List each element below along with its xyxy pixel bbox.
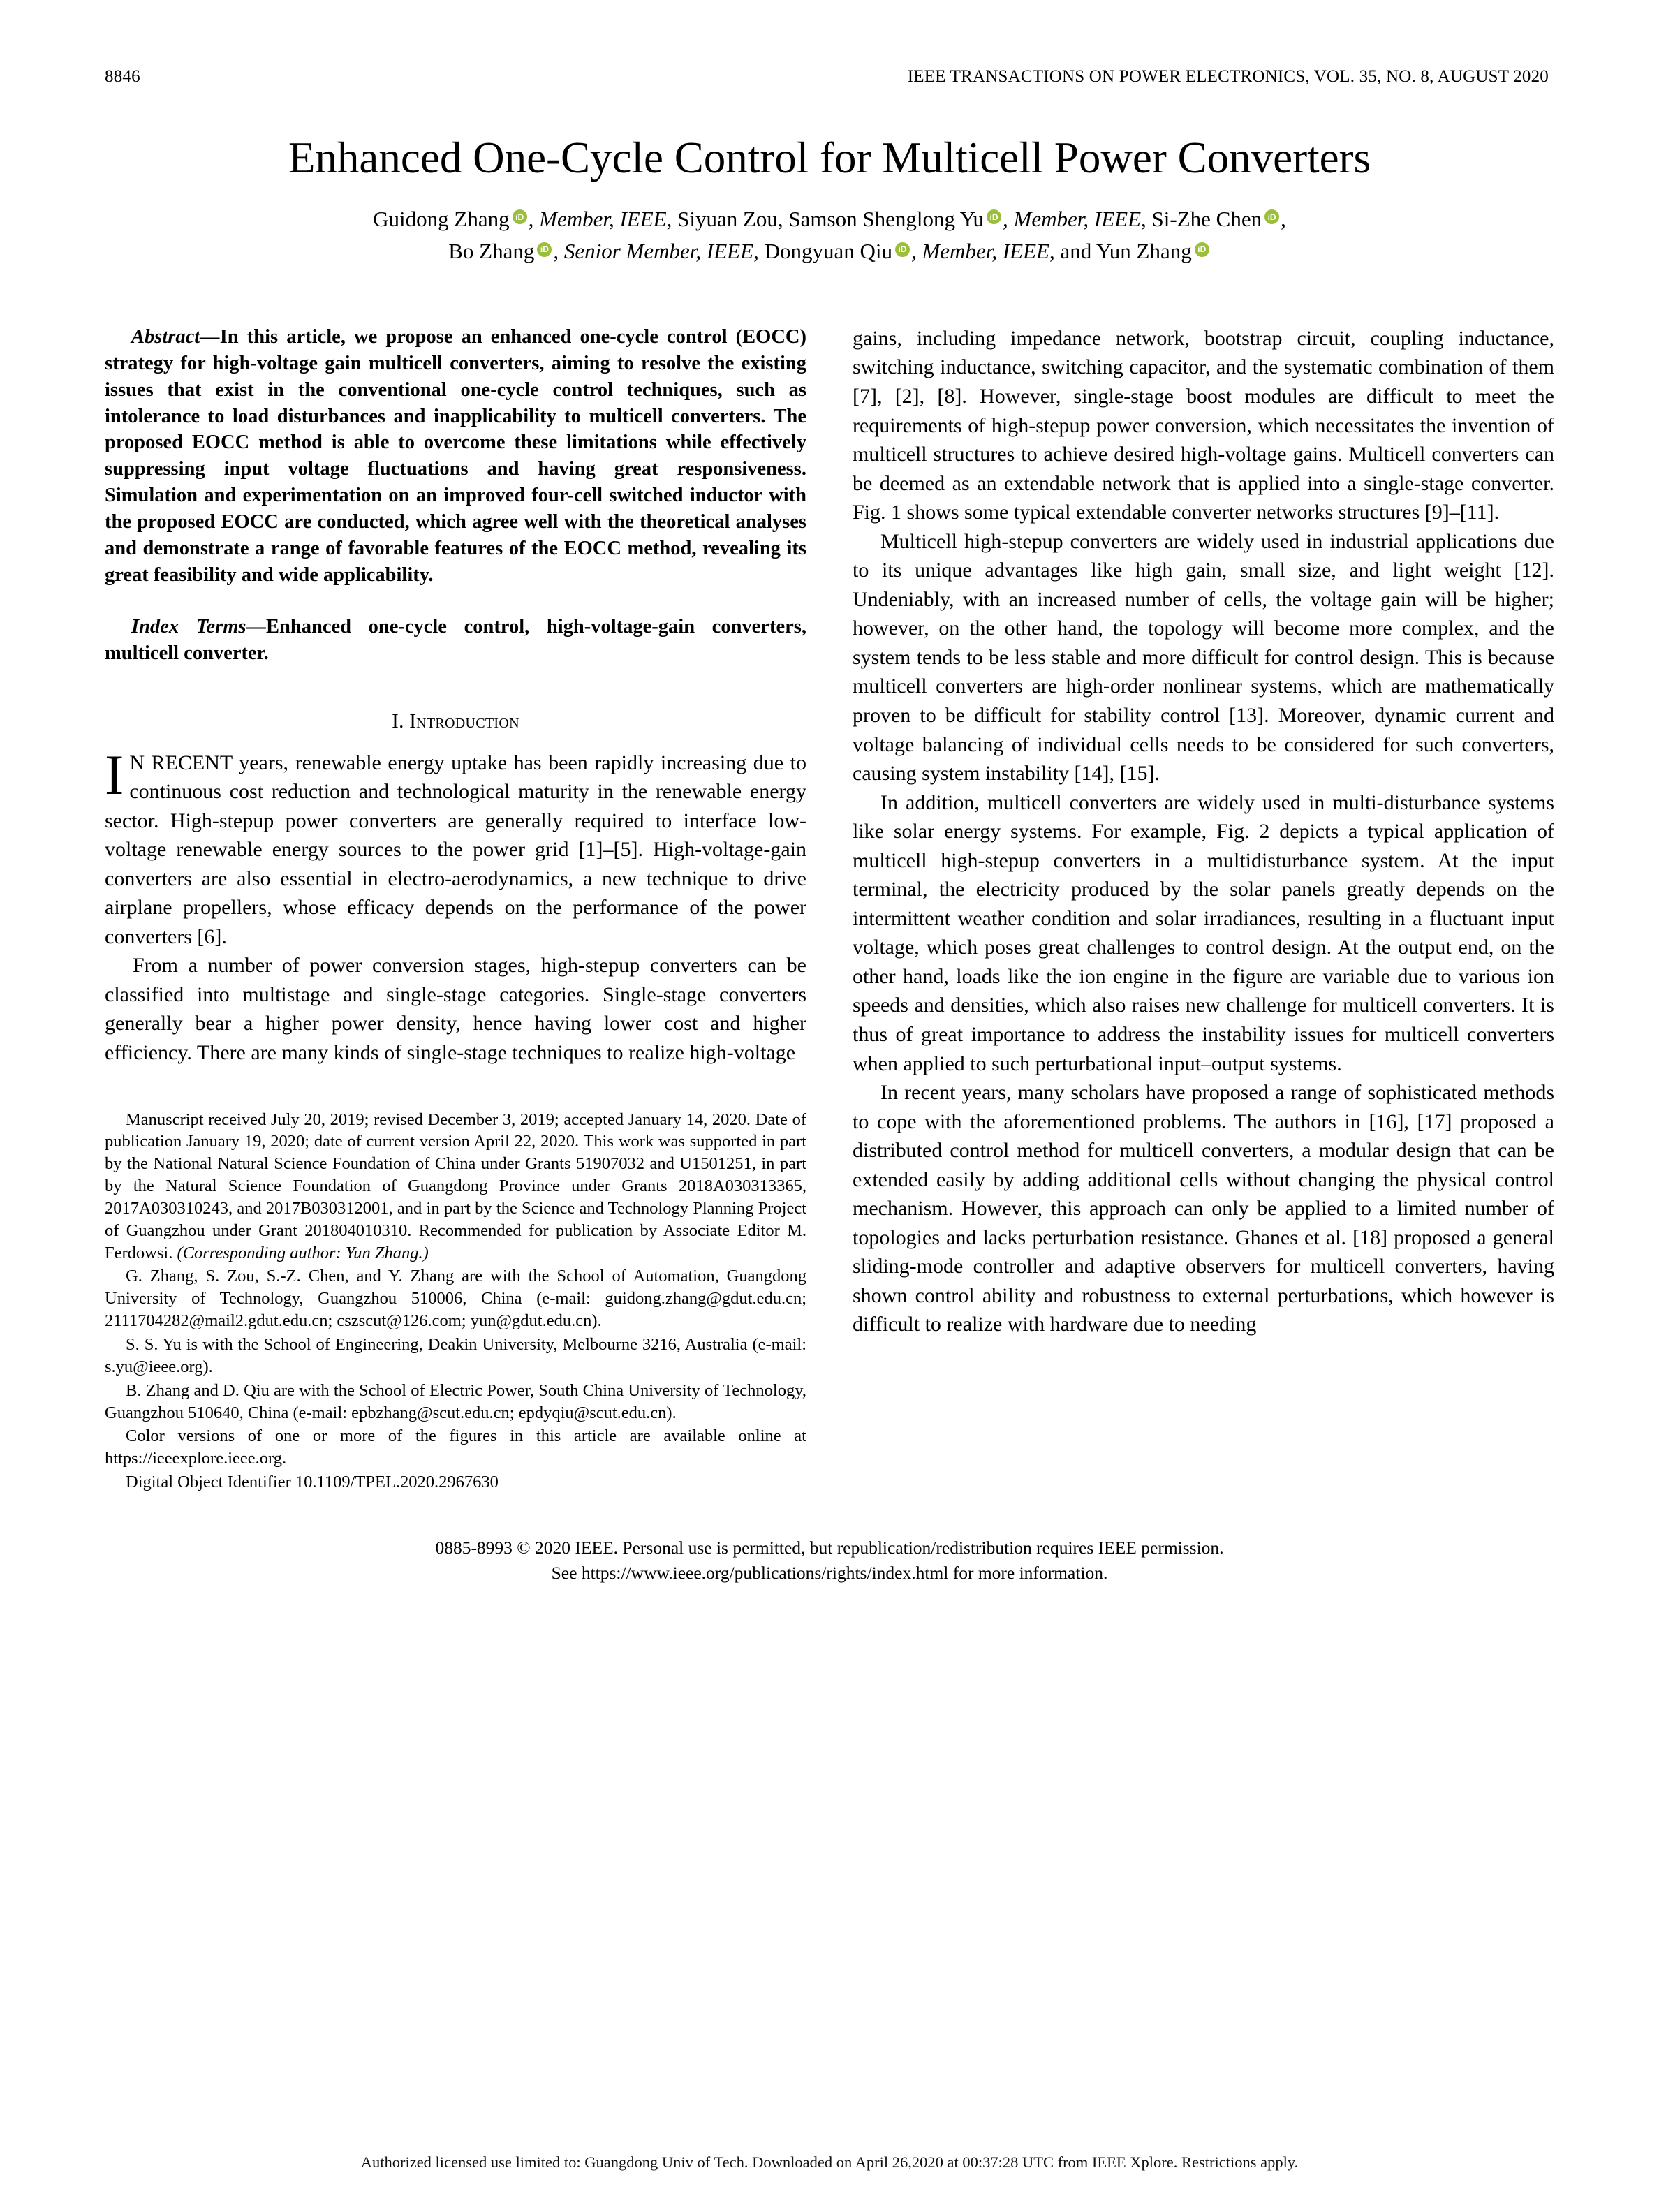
author-list xyxy=(166,203,1493,268)
orcid-icon[interactable] xyxy=(895,242,910,257)
author-siyuan-zou-samson-yu: , Siyuan Zou, Samson Shenglong Yu xyxy=(666,206,985,231)
author-membership-2: , Member, IEEE xyxy=(1003,206,1142,231)
abstract xyxy=(105,324,806,589)
two-column-body xyxy=(105,324,1554,1495)
copyright-notice xyxy=(105,1535,1554,1585)
author-membership-1: , Member, IEEE xyxy=(528,206,667,231)
authorized-use-notice: Authorized licensed use limited to: Guangdong Univ of Tech. Downloaded on April 26,2020 at 00:37:28 UTC from IEEE Xplore. Restrictions apply. xyxy=(360,2153,1299,2171)
section-heading-introduction xyxy=(105,710,806,733)
section-number: I. xyxy=(392,709,404,732)
running-head xyxy=(105,67,1554,87)
copyright-line-2: See https://www.ieee.org/publications/rights/index.html for more information. xyxy=(551,1562,1108,1583)
footnote-color-versions: Color versions of one or more of the figures in this article are available online at https://ieeexplore.ieee.org. xyxy=(105,1426,806,1468)
index-terms-lead: Index Terms— xyxy=(131,615,267,637)
author-membership-3: , Senior Member, IEEE xyxy=(553,239,754,264)
footnote-doi: Digital Object Identifier 10.1109/TPEL.2020.2967630 xyxy=(126,1473,499,1492)
index-terms-text: Enhanced one-cycle control, high-voltage-gain converters, multicell converter. xyxy=(105,615,806,664)
orcid-icon[interactable] xyxy=(513,209,527,224)
orcid-icon[interactable] xyxy=(1264,209,1279,224)
index-terms xyxy=(105,614,806,667)
orcid-icon[interactable] xyxy=(987,209,1001,224)
body-paragraph-3: gains, including impedance network, bootstrap circuit, coupling inductance, switching inductance, switching capacitor, and the systematic combination of them [7], [2], [8]. However, single-stage boost modules are difficult to meet the requirements of high-stepup power conversion, which necessitates the invention of multicell structures to achieve desired high-voltage gains. Multicell converters can be deemed as an extendable network that is applied into a single-stage converter. Fig. 1 shows some typical extendable converter networks structures [9]–[11]. xyxy=(853,326,1554,524)
footnote-corresponding-author: (Corresponding author: Yun Zhang.) xyxy=(177,1243,429,1262)
author-bo-zhang: Bo Zhang xyxy=(448,239,535,264)
author-line-2 xyxy=(166,235,1493,268)
author-yun-zhang: , and Yun Zhang xyxy=(1049,239,1192,264)
author-guidong-zhang: Guidong Zhang xyxy=(373,206,510,231)
left-column xyxy=(105,324,806,1495)
intro-paragraph-1 xyxy=(105,742,806,952)
body-paragraph-6: In recent years, many scholars have proposed a range of sophisticated methods to cope with the aforementioned problems. The authors in [16], [17] proposed a distributed control method for multicell converters, a modular design that can be extended easily by adding additional cells without changing the physical control mechanism. However, this approach can only be applied to a limited number of topologies and lacks perturbation resistance. Ghanes et al. [18] proposed a general sliding-mode controller and adaptive observers for multicell converters, having shown control ability and robustness to external perturbations, which however is difficult to realize with hardware due to needing xyxy=(853,1081,1554,1336)
page-number: 8846 xyxy=(105,67,140,86)
footnote-block xyxy=(105,1109,806,1494)
footnote-affiliation-2: S. S. Yu is with the School of Engineering, Deakin University, Melbourne 3216, Australia (e-mail: s.yu@ieee.org). xyxy=(105,1335,806,1376)
section-title: Introduction xyxy=(409,709,519,732)
journal-reference: IEEE TRANSACTIONS ON POWER ELECTRONICS, VOL. 35, NO. 8, AUGUST 2020 xyxy=(907,67,1549,86)
footnote-affiliation-3: B. Zhang and D. Qiu are with the School of Electric Power, South China University of Technology, Guangzhou 510640, China (e-mail: epbzhang@scut.edu.cn; epdyqiu@scut.edu.cn). xyxy=(105,1380,806,1422)
page-title: Enhanced One-Cycle Control for Multicell Power Converters xyxy=(288,133,1371,182)
body-paragraph-5: In addition, multicell converters are widely used in multi-disturbance systems like solar energy systems. For example, Fig. 2 depicts a typical application of multicell high-stepup converters in a multidisturbance system. At the input terminal, the electricity produced by the solar panels greatly depends on the intermittent weather condition and solar irradiances, resulting in a fluctuant input voltage, which poses great challenges to control design. At the output end, on the other hand, loads like the ion engine in the figure are variable due to various ion speeds and densities, which also raises new challenge for multicell converters. It is thus of great importance to address the instability issues for multicell converters when applied to such perturbational input–output systems. xyxy=(853,790,1554,1075)
right-column xyxy=(853,324,1554,1495)
footnote-manuscript xyxy=(105,1109,806,1264)
orcid-icon[interactable] xyxy=(1195,242,1209,257)
intro-paragraph-2: From a number of power conversion stages, high-stepup converters can be classified into multistage and single-stage categories. Single-stage converters generally bear a higher power density, hence having lower cost and higher efficiency. There are many kinds of single-stage techniques to realize high-voltage xyxy=(105,954,806,1065)
author-line1-comma: , xyxy=(1281,206,1286,231)
orcid-icon[interactable] xyxy=(537,242,552,257)
author-sizhe-chen: , Si-Zhe Chen xyxy=(1141,206,1262,231)
drop-cap: I xyxy=(105,742,124,806)
author-line-1 xyxy=(166,203,1493,236)
footnote-affiliation-1: G. Zhang, S. Zou, S.-Z. Chen, and Y. Zhang are with the School of Automation, Guangdong University of Technology, Guangzhou 510006, China (e-mail: guidong.zhang@gdut.edu.cn; 2111704282@mail2.gdut.edu.cn; cszscut@126.com; yun@gdut.edu.cn). xyxy=(105,1267,806,1331)
abstract-lead: Abstract— xyxy=(131,325,220,348)
intro-paragraph-1-text: N RECENT years, renewable energy uptake has been rapidly increasing due to continuous cost reduction and technological maturity in the renewable energy sector. High-stepup power converters are generally required to interface low-voltage renewable energy sources to the power grid [1]–[5]. High-voltage-gain converters are also essential in electro-aerodynamics, a new technique to drive airplane propellers, whose efficacy depends on the performance of the power converters [6]. xyxy=(105,751,806,948)
footnote-manuscript-text: Manuscript received July 20, 2019; revised December 3, 2019; accepted January 14, 2020. Date of publication January 19, 2020; date of current version April 22, 2020. This work was supported in part by the National Natural Science Foundation of China under Grants 51907032 and U1501251, in part by the Natural Science Foundation of Guangdong Province under Grants 2018A030313365, 2017A030310243, and 2017B030312001, and in part by the Science and Technology Planning Project of Guangzhou under Grant 201804010310. Recommended for publication by Associate Editor M. Ferdowsi. xyxy=(105,1109,806,1262)
copyright-line-1: 0885-8993 © 2020 IEEE. Personal use is permitted, but republication/redistribution requires IEEE permission. xyxy=(435,1537,1224,1558)
body-paragraph-4: Multicell high-stepup converters are widely used in industrial applications due to its unique advantages like high gain, small size, and light weight [12]. Undeniably, with an increased number of cells, the voltage gain will be higher; however, on the other hand, the topology will become more complex, and the system tends to be less stable and more difficult for control design. This is because multicell converters are high-order nonlinear systems, which are mathematically proven to be difficult for stability control [13]. Moreover, dynamic current and voltage balancing of individual cells needs to be considered for such converters, causing system instability [14], [15]. xyxy=(853,529,1554,786)
author-membership-4: , Member, IEEE xyxy=(910,239,1049,264)
author-dongyuan-qiu: , Dongyuan Qiu xyxy=(753,239,892,264)
abstract-text: In this article, we propose an enhanced one-cycle control (EOCC) strategy for high-voltage gain multicell converters, aiming to resolve the existing issues that exist in the conventional one-cycle control techniques, such as intolerance to load disturbances and inapplicability to multicell converters. The proposed EOCC method is able to overcome these limitations while effectively suppressing input voltage fluctuations and having great responsiveness. Simulation and experimentation on an improved four-cell switched inductor with the proposed EOCC are conducted, which agree well with the theoretical analyses and demonstrate a range of favorable features of the EOCC method, revealing its great feasibility and wide applicability. xyxy=(105,325,806,586)
